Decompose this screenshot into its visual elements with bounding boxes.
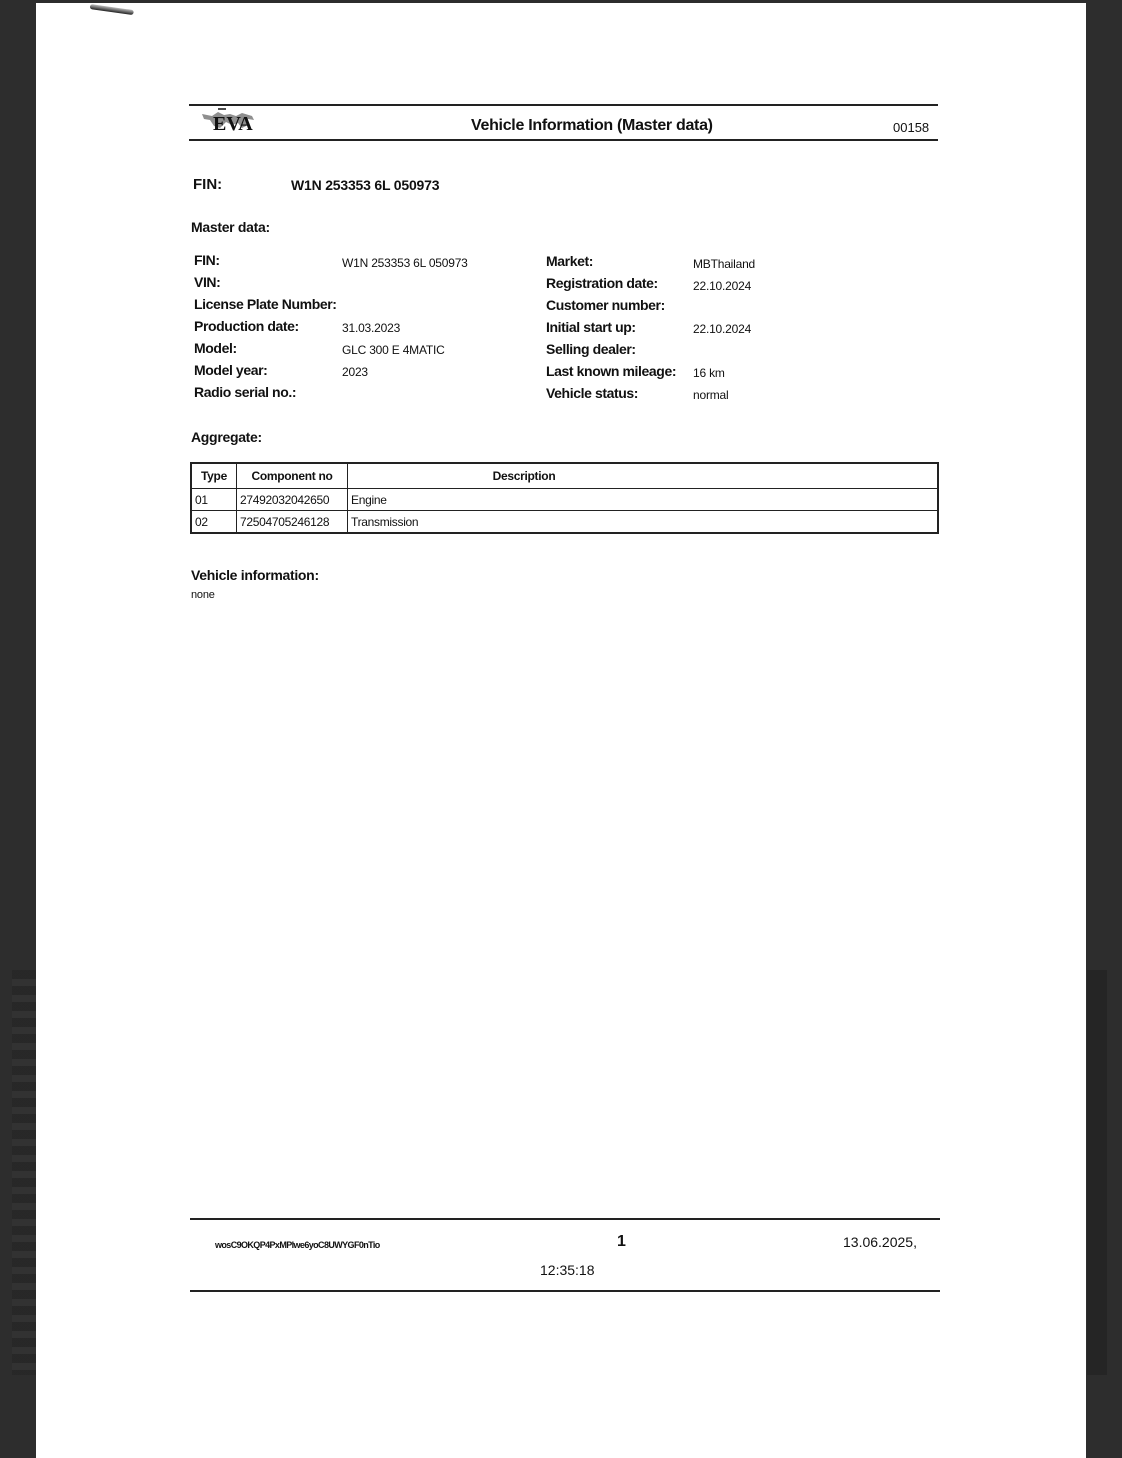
footer-time: 12:35:18 [540, 1262, 595, 1278]
cell-type: 02 [191, 511, 237, 534]
column-header-type: Type [191, 463, 237, 489]
field-label: VIN: [194, 274, 221, 290]
document-title: Vehicle Information (Master data) [471, 117, 713, 134]
vehicle-information-value: none [191, 589, 215, 601]
header-bottom-rule [189, 139, 938, 141]
field-label: Registration date: [546, 275, 658, 291]
field-value: 22.10.2024 [693, 322, 752, 336]
field-label: Radio serial no.: [194, 384, 297, 400]
column-header-description: Description [348, 463, 939, 489]
header-top-rule [189, 104, 938, 106]
field-value: normal [693, 388, 729, 402]
field-value: 22.10.2024 [693, 279, 752, 293]
field-label: Last known mileage: [546, 363, 677, 379]
footer-bottom-rule [190, 1290, 940, 1292]
aggregate-table [190, 462, 939, 534]
field-value: MBThailand [693, 257, 756, 271]
master-data-heading: Master data: [191, 219, 270, 235]
eva-logo-icon [198, 106, 258, 136]
field-label: Market: [546, 253, 593, 269]
field-value: 16 km [693, 366, 725, 380]
table-header-row [191, 463, 938, 489]
field-label: Initial start up: [546, 319, 636, 335]
cell-component-no: 27492032042650 [237, 489, 348, 511]
footer-page-number: 1 [617, 1233, 626, 1250]
cell-component-no: 72504705246128 [237, 511, 348, 534]
footer-date: 13.06.2025, [843, 1234, 917, 1250]
table-row [191, 511, 938, 534]
aggregate-heading: Aggregate: [191, 429, 262, 445]
column-header-component-no: Component no [237, 463, 348, 489]
fin-label: FIN: [193, 176, 223, 193]
field-label: Customer number: [546, 297, 665, 313]
field-label: Selling dealer: [546, 341, 636, 357]
vehicle-information-heading: Vehicle information: [191, 567, 319, 583]
fin-value: W1N 253353 6L 050973 [291, 177, 440, 193]
background-scan-edge-left [12, 970, 36, 1375]
field-label: Model year: [194, 362, 268, 378]
field-label: Production date: [194, 318, 299, 334]
document-number: 00158 [893, 120, 930, 135]
field-value: W1N 253353 6L 050973 [342, 256, 468, 270]
background-scan-edge-right [1087, 970, 1107, 1375]
field-value: 31.03.2023 [342, 321, 401, 335]
svg-text:EVA: EVA [213, 113, 253, 135]
cell-description: Transmission [348, 511, 939, 534]
footer-document-code: wosC9OKQP4PxMPlwe6yoC8UWYGF0nTio [215, 1240, 380, 1250]
footer-top-rule [190, 1218, 940, 1220]
table-row [191, 489, 938, 511]
field-value: 2023 [342, 365, 368, 379]
field-label: FIN: [194, 252, 220, 268]
field-value: GLC 300 E 4MATIC [342, 343, 445, 357]
field-label: License Plate Number: [194, 296, 337, 312]
cell-description: Engine [348, 489, 939, 511]
field-label: Model: [194, 340, 237, 356]
cell-type: 01 [191, 489, 237, 511]
field-label: Vehicle status: [546, 385, 639, 401]
